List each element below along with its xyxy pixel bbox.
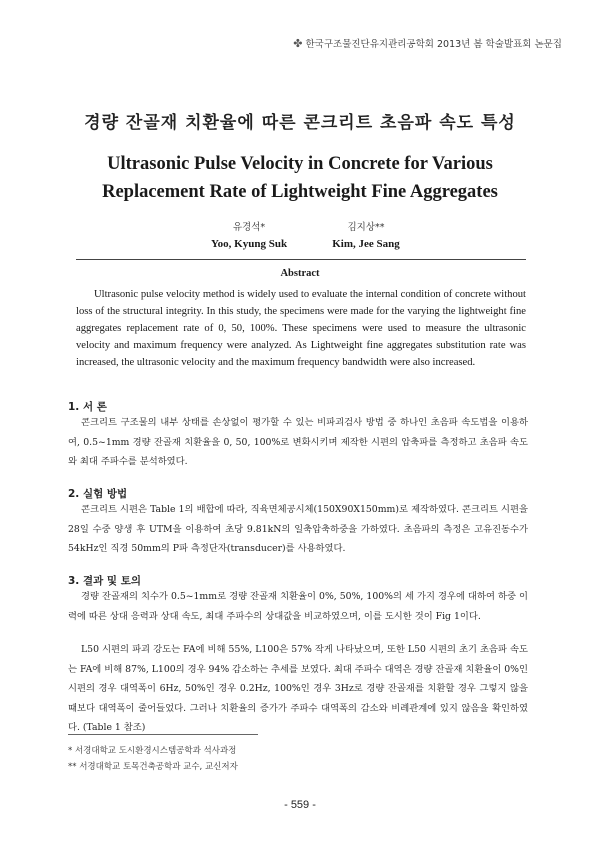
author-2-korean-name: 김지상** — [347, 222, 385, 233]
author-2-english-name: Kim, Jee Sang — [332, 238, 400, 250]
running-header — [293, 36, 562, 50]
author-1 — [204, 219, 294, 253]
english-title — [0, 150, 600, 206]
author-1-korean-name: 유경석* — [232, 222, 266, 233]
section-2-paragraph: 콘크리트 시편은 Table 1의 배합에 따라, 직육면체공시체(150X90X150mm)로 제작하였다. 콘크리트 시편을 28일 수중 양생 후 UTM을 이용하여 초당 9.81kN의 일축압축하중을 가하였다. 초음파의 측정은 고유진동수가 54kHz인 직경 50mm의 P파 측정단자(transducer)를 사용하였다. — [68, 504, 528, 554]
footnote-1: * 서경대학교 도시환경시스템공학과 석사과정 — [68, 746, 237, 756]
section-3-heading: 3. 결과 및 토의 — [68, 575, 141, 587]
section-3-paragraph-1: 경량 잔골재의 치수가 0.5~1mm로 경량 잔골재 치환율이 0%, 50%, 100%의 세 가지 경우에 대하여 하중 이력에 따른 상대 응력과 상대 속도, 최대 주파수의 상대값을 비교하였으며, 이를 도시한 것이 Fig 1이다. — [68, 591, 528, 622]
footnote-2: ** 서경대학교 토목건축공학과 교수, 교신저자 — [68, 762, 238, 772]
section-1-heading: 1. 서 론 — [68, 401, 107, 413]
author-1-english-name: Yoo, Kyung Suk — [210, 238, 288, 250]
section-2-heading: 2. 실험 방법 — [68, 488, 128, 500]
section-3-paragraph-2: L50 시편의 파괴 강도는 FA에 비해 55%, L100은 57% 작게 나타났으며, 또한 L50 시편의 초기 초음파 속도는 FA에 비해 87%, L100의 경우 94% 감소하는 추세를 보였다. 최대 주파수 대역은 경량 잔골재 치환율이 0%인 시편의 경우 대역폭이 6Hz, 50%인 경우 0.2Hz, 100%인 경우 3Hz로 경량 잔골재를 치환할 경우 그렇지 않을 때보다 대역폭이 줄어들었다. 그러나 치환율의 증가가 주파수 대역폭의 감소와 비례관계에 있지 않음을 확인하였다. (Table 1 참조) — [68, 644, 528, 733]
footnote-divider — [68, 734, 258, 735]
abstract-divider — [76, 259, 526, 260]
running-header-text: 한국구조물진단유지관리공학회 2013년 봄 학술발표회 논문집 — [305, 39, 562, 50]
page-number: - 559 - — [284, 799, 316, 811]
clover-bullet-icon: ✤ — [293, 36, 303, 50]
korean-title: 경량 잔골재 치환율에 따른 콘크리트 초음파 속도 특성 — [84, 113, 516, 133]
abstract-body: Ultrasonic pulse velocity method is widely used to evaluate the internal condition of concrete without loss of the structural integrity. In this study, the specimens were made for the varying the lightweight fine aggregates replacement rate of 0, 50, 100%. These specimens were used to measure the ultrasonic velocity and maximum frequency were analyzed. As Lightweight fine aggregates substitution rate was increased, the ultrasonic velocity and the maximum frequency bandwidth were also increased. — [76, 289, 526, 368]
section-1-paragraph: 콘크리트 구조물의 내부 상태를 손상없이 평가할 수 있는 비파괴검사 방법 중 하나인 초음파 속도법을 이용하여, 0.5~1mm 경량 잔골재 치환율을 0, 50, 100%로 변화시키며 제작한 시편의 압축파를 측정하고 초음파 속도와 최대 주파수를 분석하였다. — [68, 417, 528, 467]
english-title-line-1: Ultrasonic Pulse Velocity in Concrete for Various — [107, 154, 493, 174]
abstract-heading: Abstract — [280, 268, 320, 279]
english-title-line-2: Replacement Rate of Lightweight Fine Aggregates — [102, 182, 498, 202]
author-2 — [326, 219, 406, 253]
